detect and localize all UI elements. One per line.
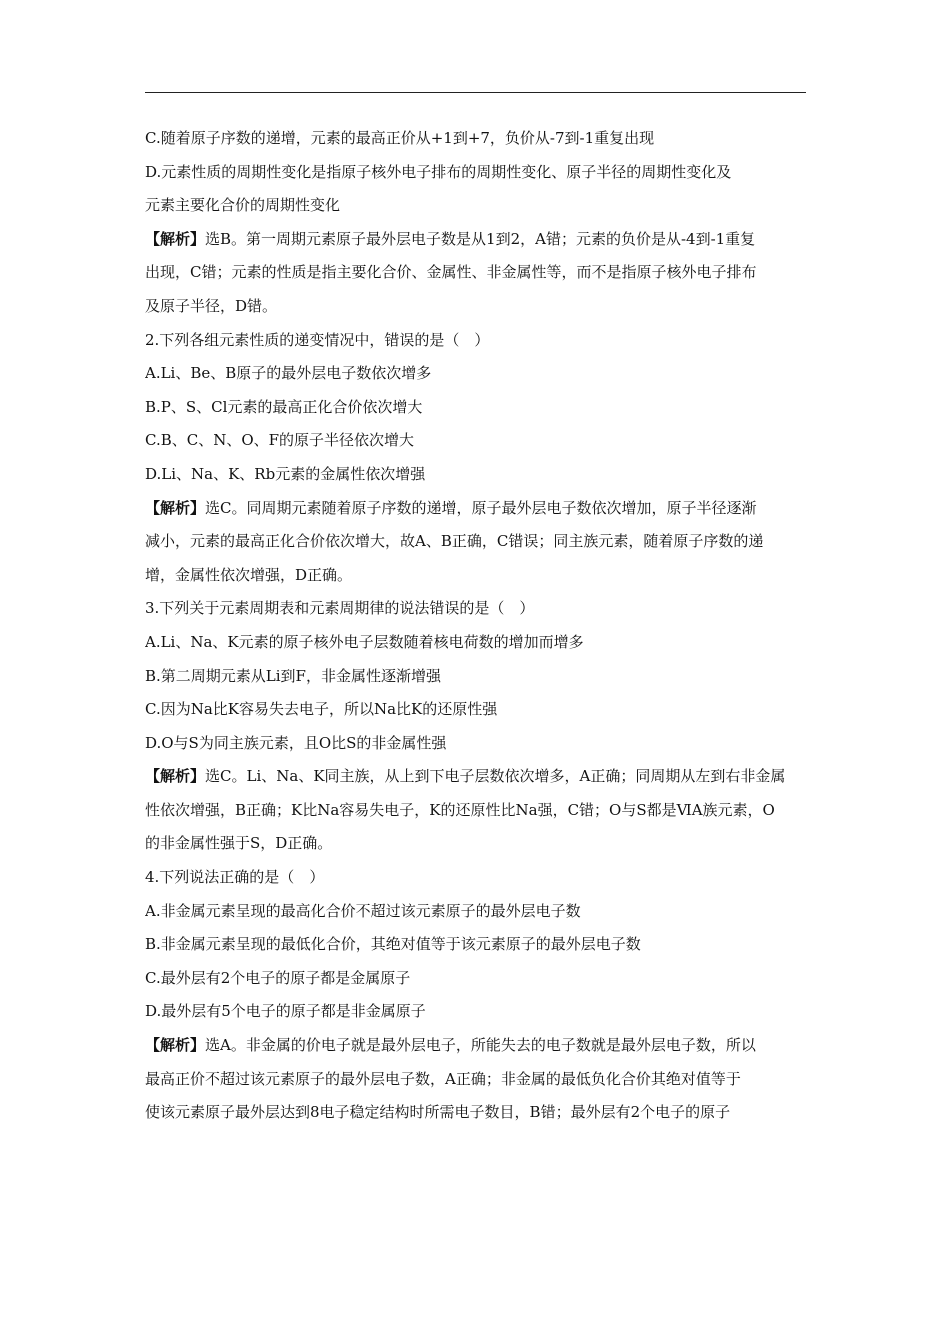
analysis-label: 【解析】 xyxy=(145,1036,206,1055)
analysis-line: 【解析】选B。第一周期元素原子最外层电子数是从1到2，A错；元素的负价是从-4到-1重复 xyxy=(145,229,756,248)
header-rule xyxy=(145,92,806,93)
text-line: 使该元素原子最外层达到8电子稳定结构时所需电子数目，B错；最外层有2个电子的原子 xyxy=(145,1103,731,1122)
text-line: 增，金属性依次增强，D正确。 xyxy=(145,565,353,584)
text-line: D.元素性质的周期性变化是指原子核外电子排布的周期性变化、原子半径的周期性变化及 xyxy=(145,162,732,181)
option-line: B.P、S、Cl元素的最高正化合价依次增大 xyxy=(145,397,423,416)
text-line: 出现，C错；元素的性质是指主要化合价、金属性、非金属性等，而不是指原子核外电子排布 xyxy=(145,263,757,282)
analysis-label: 【解析】 xyxy=(145,229,206,248)
option-line: D.最外层有5个电子的原子都是非金属原子 xyxy=(145,1002,426,1021)
option-line: C.因为Na比K容易失去电子，所以Na比K的还原性强 xyxy=(145,700,498,719)
analysis-label: 【解析】 xyxy=(145,498,206,517)
question-line: 4.下列说法正确的是（ ） xyxy=(145,868,325,887)
option-line: C.最外层有2个电子的原子都是金属原子 xyxy=(145,968,411,987)
text-line: 及原子半径，D错。 xyxy=(145,296,278,315)
analysis-line: 【解析】选C。同周期元素随着原子序数的递增，原子最外层电子数依次增加，原子半径逐渐 xyxy=(145,498,757,517)
option-line: A.非金属元素呈现的最高化合价不超过该元素原子的最外层电子数 xyxy=(145,901,581,920)
option-line: A.Li、Na、K元素的原子核外电子层数随着核电荷数的增加而增多 xyxy=(145,632,584,651)
document-body xyxy=(145,122,810,1130)
analysis-line: 【解析】选C。Li、Na、K同主族，从上到下电子层数依次增多，A正确；同周期从左到右非金属 xyxy=(145,767,786,786)
text-line: 元素主要化合价的周期性变化 xyxy=(145,196,341,215)
option-line: C.B、C、N、O、F的原子半径依次增大 xyxy=(145,431,415,450)
option-line: B.第二周期元素从Li到F，非金属性逐渐增强 xyxy=(145,666,441,685)
option-line: D.Li、Na、K、Rb元素的金属性依次增强 xyxy=(145,464,426,483)
text-line: C.随着原子序数的递增，元素的最高正价从+1到+7，负价从-7到-1重复出现 xyxy=(145,129,655,147)
question-line: 2.下列各组元素性质的递变情况中，错误的是（ ） xyxy=(145,330,490,349)
question-line: 3.下列关于元素周期表和元素周期律的说法错误的是（ ） xyxy=(145,599,535,618)
text-line: 最高正价不超过该元素原子的最外层电子数，A正确；非金属的最低负化合价其绝对值等于 xyxy=(145,1069,741,1088)
text-line: 性依次增强，B正确；K比Na容易失电子，K的还原性比Na强，C错；O与S都是ⅥA族元素，O xyxy=(145,800,775,819)
analysis-line: 【解析】选A。非金属的价电子就是最外层电子，所能失去的电子数就是最外层电子数，所以 xyxy=(145,1036,756,1055)
option-line: A.Li、Be、B原子的最外层电子数依次增多 xyxy=(145,364,432,383)
option-line: D.O与S为同主族元素，且O比S的非金属性强 xyxy=(145,733,447,752)
option-line: B.非金属元素呈现的最低化合价，其绝对值等于该元素原子的最外层电子数 xyxy=(145,935,641,954)
text-line: 的非金属性强于S，D正确。 xyxy=(145,834,333,853)
text-line: 减小，元素的最高正化合价依次增大，故A、B正确，C错误；同主族元素，随着原子序数的递 xyxy=(145,532,764,551)
analysis-label: 【解析】 xyxy=(145,767,206,786)
